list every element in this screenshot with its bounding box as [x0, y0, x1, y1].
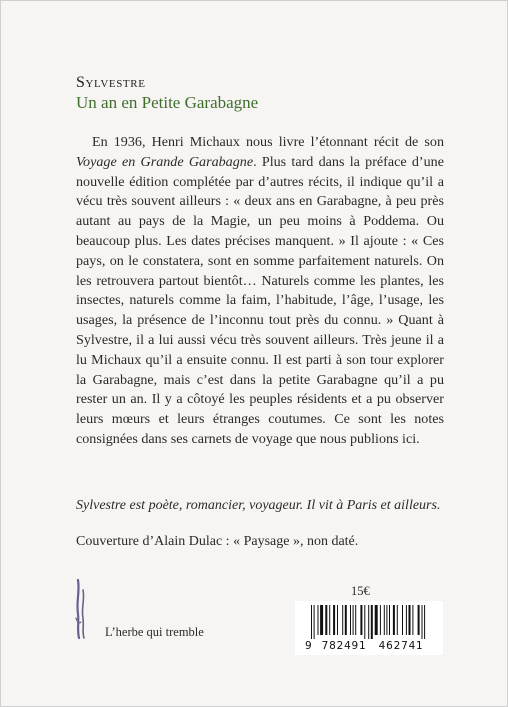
- publisher-name: L’herbe qui tremble: [105, 625, 204, 639]
- price-label: 15€: [351, 584, 370, 598]
- barcode-bar: [353, 605, 354, 635]
- barcode-bar: [402, 605, 403, 635]
- isbn-lead-digit: 9: [305, 640, 313, 652]
- blurb-text-start: En 1936, Henri Michaux nous livre l’étonnant récit de son: [92, 134, 444, 150]
- isbn-right-group: 462741: [378, 640, 424, 652]
- barcode-bar: [412, 605, 413, 635]
- ean13-barcode: [309, 605, 433, 639]
- barcode-bar: [342, 605, 343, 635]
- barcode-bar: [418, 605, 420, 635]
- barcode-bar: [350, 605, 351, 635]
- barcode-bar: [393, 605, 395, 635]
- barcode-bar: [345, 605, 347, 635]
- isbn-number: [305, 640, 441, 652]
- barcode-bar: [337, 605, 338, 635]
- barcode-bar: [375, 605, 378, 635]
- author-name: Sylvestre: [76, 74, 146, 91]
- barcode-bar: [406, 605, 407, 635]
- barcode-bar: [389, 605, 390, 635]
- barcode-bar: [364, 605, 365, 639]
- cover-credit: Couverture d’Alain Dulac : « Paysage », non daté.: [76, 534, 359, 549]
- barcode-bar: [397, 605, 398, 635]
- barcode-bar: [384, 605, 385, 635]
- barcode-bar: [368, 605, 369, 639]
- grass-stalks-logo: [74, 578, 88, 640]
- barcode-bar: [318, 605, 319, 635]
- barcode-bar: [325, 605, 327, 635]
- barcode-bar: [320, 605, 323, 635]
- barcode-bar: [371, 605, 373, 639]
- barcode-bar: [422, 605, 423, 639]
- author-bio: Sylvestre est poète, romancier, voyageur. Il vit à Paris et ailleurs.: [76, 498, 441, 513]
- barcode-bar: [409, 605, 411, 635]
- blurb-paragraph: [76, 133, 444, 450]
- isbn-barcode-box: [295, 601, 443, 655]
- barcode-bar: [424, 605, 425, 639]
- barcode-bar: [311, 605, 312, 639]
- barcode-bar: [314, 605, 315, 639]
- barcode-bar: [329, 605, 330, 635]
- barcode-bar: [355, 605, 356, 635]
- book-title: Un an en Petite Garabagne: [76, 93, 259, 112]
- isbn-left-group: 782491: [321, 640, 367, 652]
- barcode-bar: [360, 605, 362, 635]
- blurb-text-rest: . Plus tard dans la préface d’une nouvelle édition complétée par d’autres récits, il indique qu’il a vécu très souvent ailleurs : « deux ans en Garabagne, à peu près autant au pays de la Magie, un peu moins à Poddema. Ou beaucoup plus. Les dates précises manquent. » Il ajoute : « Ces pays, on le constatera, sont en somme parfaitement naturels. On les retrouvera partout bientôt… Naturels comme les plantes, les insectes, naturels comme la faim, l’habitude, l’âge, l’usage, les usages, la présence de l’inconnu tout près du connu. » Quant à Sylvestre, il a lui aussi vécu très souvent ailleurs. Très jeune il a lu Michaux qu’il a ensuite connu. Il est parti à son tour explorer la Garabagne, mais c’est dans la petite Garabagne qu’il a pu rester un an. Il y a côtoyé les peuples résidents et a pu observer leurs mœurs et leurs étranges coutumes. Ce sont les notes consignées dans ses carnets de voyage que nous publions ici.: [76, 153, 444, 447]
- barcode-bar: [380, 605, 381, 635]
- barcode-bar: [333, 605, 335, 635]
- blurb-italic-title: Voyage en Grande Garabagne: [76, 153, 254, 170]
- barcode-bar: [386, 605, 387, 635]
